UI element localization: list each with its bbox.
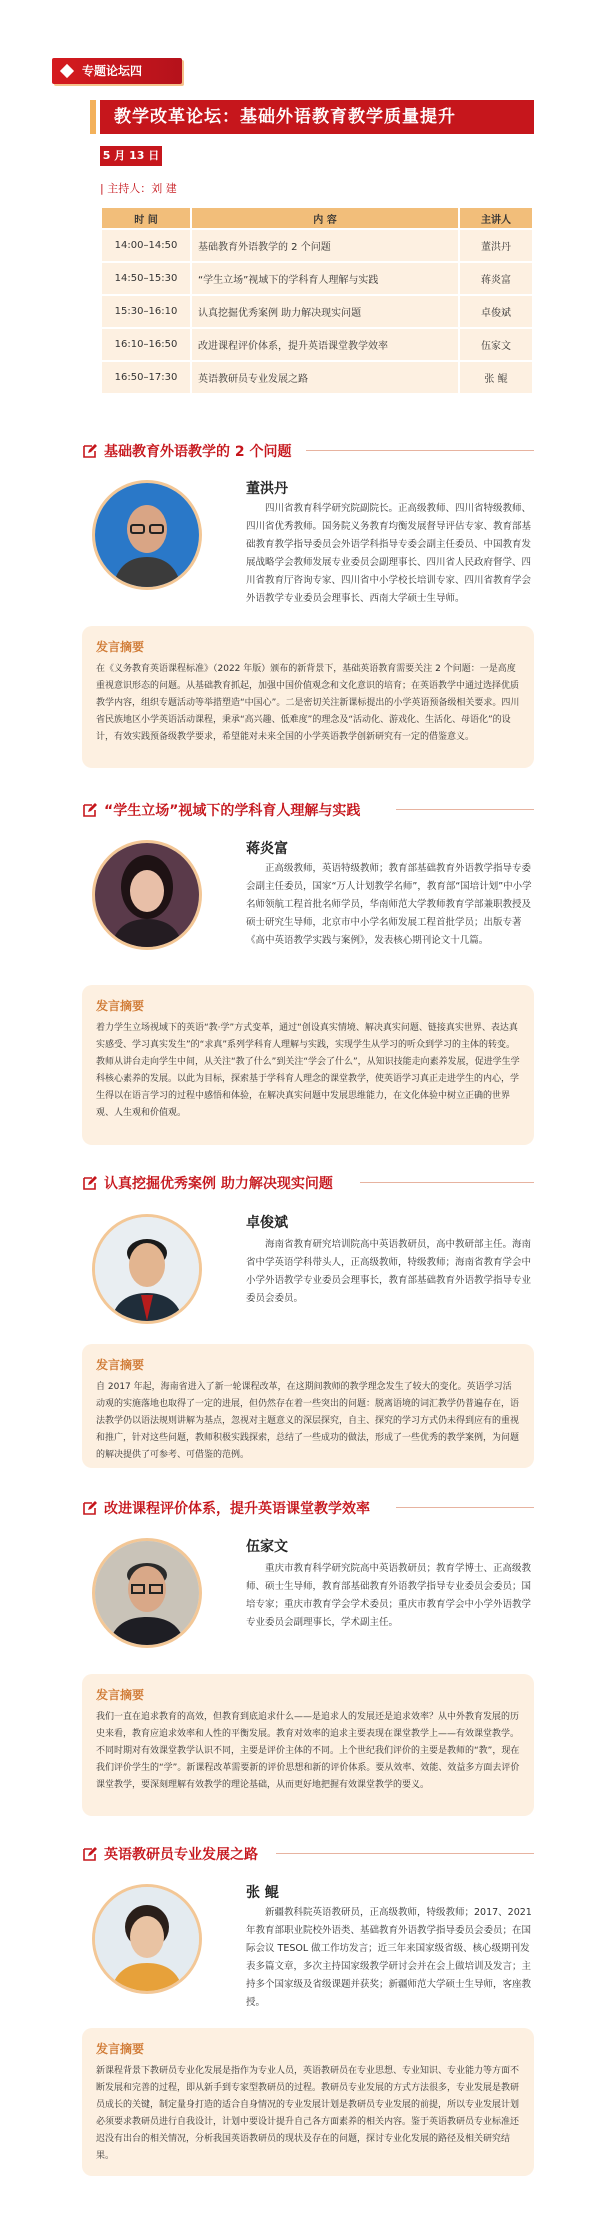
edit-icon — [82, 1500, 98, 1516]
section-title: 改进课程评价体系，提升英语课堂教学效率 — [104, 1501, 370, 1517]
speaker-bio: 海南省教育研究培训院高中英语教研员，高中教研部主任。海南省中学英语学科带头人，正高级教师，特级教师；海南省教育学会中小学外语教学专业委员会理事长，教育部基础教育外语教学指导专业委员会委员。 — [246, 1239, 532, 1304]
abstract-box — [82, 2028, 534, 2176]
time-cell: 14:00–14:50 — [101, 229, 191, 262]
section-title: 认真挖掘优秀案例 助力解决现实问题 — [104, 1176, 333, 1192]
col-speaker-header: 主讲人 — [459, 207, 533, 229]
section-divider — [396, 1507, 534, 1508]
avatar — [92, 480, 202, 590]
abstract-text: 自 2017 年起，海南省进入了新一轮课程改革，在这期间教师的教学理念发生了较大的变化。英语学习活动观的实施落地也取得了一定的进展，但仍然存在着一些突出的问题：脱离语境的词汇教学仍普遍存在，语法教学仍以语法规则讲解为基点，忽视对主题意义的深层探究，自主、探究的学习方式仍未得到应有的重视和推广，针对这些问题，教师积极实践探索，总结了一些成功的做法，形成了一些优秀的教学案例，为问题的解决提供了可参考、可借鉴的范例。 — [96, 1382, 520, 1460]
forum-tag — [52, 58, 182, 84]
avatar-image — [95, 1217, 199, 1321]
edit-icon — [82, 443, 98, 459]
schedule-header-row — [101, 207, 533, 229]
forum-title: 教学改革论坛：基础外语教育教学质量提升 — [100, 100, 534, 134]
diamond-icon — [60, 64, 74, 78]
speaker-cell: 董洪丹 — [459, 229, 533, 262]
content-cell: 改进课程评价体系，提升英语课堂教学效率 — [191, 328, 459, 361]
avatar — [92, 1884, 202, 1994]
forum-tag-label: 专题论坛四 — [82, 64, 143, 78]
content-cell: 认真挖掘优秀案例 助力解决现实问题 — [191, 295, 459, 328]
avatar-image — [95, 843, 199, 947]
section-divider — [360, 1182, 534, 1183]
abstract-heading: 发言摘要 — [96, 640, 145, 654]
schedule-table — [100, 206, 534, 395]
table-row — [101, 229, 533, 262]
abstract-box — [82, 1344, 534, 1468]
time-cell: 16:50–17:30 — [101, 361, 191, 394]
avatar-image — [95, 1887, 199, 1991]
time-cell: 16:10–16:50 — [101, 328, 191, 361]
speaker-name: 蒋炎富 — [246, 841, 288, 857]
section-title: 基础教育外语教学的 2 个问题 — [104, 444, 292, 460]
abstract-heading: 发言摘要 — [96, 1358, 145, 1372]
section-divider — [276, 1853, 534, 1854]
section-title: 英语教研员专业发展之路 — [104, 1847, 258, 1863]
time-cell: 14:50–15:30 — [101, 262, 191, 295]
speaker-name: 张 鲲 — [246, 1885, 279, 1901]
speaker-name: 伍家文 — [246, 1539, 288, 1555]
abstract-text: 新课程背景下教研员专业化发展是指作为专业人员，英语教研员在专业思想、专业知识、专业能力等方面不断发展和完善的过程，即从新手到专家型教研员的过程。教研员专业发展的方式方法很多，专业发展是教研员成长的关键，制定量身打造的适合自身情况的专业发展计划是教研员专业发展的前提，所以专业发展计划必须要求教研员进行自我设计，计划中要设计提升自己各方面素养的相关内容。鉴于英语教研员专业标准还迟没有出台的相关情况，分析我国英语教研员的现状及存在的问题，探讨专业化发展的路径及相关研究结果。 — [96, 2066, 520, 2161]
edit-icon — [82, 1846, 98, 1862]
abstract-text: 在《义务教育英语课程标准》（2022 年版）颁布的新背景下，基础英语教育需要关注 2 个问题：一是高度重视意识形态的问题。从基础教育抓起，加强中国价值观念和文化意识的培育；在英语教学中通过选择优质教学内容，组织专题活动等举措塑造“中国心”。二是密切关注新课标提出的小学英语预备级相关要求。四川省民族地区小学英语活动课程，秉承“高兴趣、低难度”的理念及“活动化、游戏化、生活化、母语化”的设计，有效实践预备级教学要求，希望能对未来全国的小学英语教学创新研究有一定的借鉴意义。 — [96, 664, 520, 742]
abstract-box — [82, 1674, 534, 1816]
abstract-text: 着力学生立场视域下的英语“教·学”方式变革，通过“创设真实情境、解决真实问题、链接真实世界、表达真实感受、学习真实发生”的“求真”系列学科育人理解与实践，实现学生从学习的听众到学习的主体的转变。教师从讲台走向学生中间，从关注“教了什么”到关注“学会了什么”，从知识技能走向素养发展，促进学生学科核心素养的发展。以此为目标，探索基于学科育人理念的课堂教学，使英语学习真正走进学生的内心，学生得以在语言学习的过程中感悟和体验，在解决真实问题中发展思维能力，在文化体验中树立正确的世界观、人生观和价值观。 — [96, 1023, 520, 1118]
edit-icon — [82, 802, 98, 818]
avatar — [92, 840, 202, 950]
speaker-bio: 四川省教育科学研究院副院长。正高级教师、四川省特级教师、四川省优秀教师。国务院义务教育均衡发展督导评估专家、教育部基础教育教学指导委员会外语学科指导专委会副主任委员、中国教育发展战略学会教师发展专业委员会副理事长、四川省人民政府督学、四川省教育厅咨询专家、四川省中小学校长培训专家、四川省教育学会外语教学专业委员会理事长、西南大学硕士生导师。 — [246, 503, 532, 604]
content-cell: “学生立场”视域下的学科育人理解与实践 — [191, 262, 459, 295]
section-divider — [396, 809, 534, 810]
abstract-heading: 发言摘要 — [96, 1688, 145, 1702]
col-content-header: 内 容 — [191, 207, 459, 229]
col-time-header: 时 间 — [101, 207, 191, 229]
speaker-cell: 伍家文 — [459, 328, 533, 361]
speaker-bio: 新疆教科院英语教研员，正高级教师，特级教师；2017、2021 年教育部职业院校外语类、基础教育外语教学指导委员会委员；在国际会议 TESOL 做工作坊发言；近三年来国家级省级、核心级期刊发表多篇文章，多次主持国家级教学研讨会并在会上做培训及发言；主持多个国家级及省级课题并获奖；新疆师范大学硕士生导师，客座教授。 — [246, 1907, 532, 2008]
table-row — [101, 262, 533, 295]
avatar-image — [95, 483, 199, 587]
table-row — [101, 361, 533, 394]
speaker-name: 董洪丹 — [246, 481, 288, 497]
table-row — [101, 295, 533, 328]
speaker-bio: 重庆市教育科学研究院高中英语教研员；教育学博士、正高级教师、硕士生导师，教育部基础教育外语教学指导专业委员会委员；国培专家；重庆市教育学会学术委员；重庆市教育学会中小学外语教学专业委员会副理事长，学术副主任。 — [246, 1563, 532, 1628]
speaker-cell: 张 鲲 — [459, 361, 533, 394]
abstract-box — [82, 626, 534, 768]
time-cell: 15:30–16:10 — [101, 295, 191, 328]
speaker-name: 卓俊斌 — [246, 1215, 288, 1231]
abstract-box — [82, 985, 534, 1145]
content-cell: 基础教育外语教学的 2 个问题 — [191, 229, 459, 262]
host-label: | 主持人：刘 建 — [100, 182, 177, 195]
avatar — [92, 1538, 202, 1648]
speaker-cell: 卓俊斌 — [459, 295, 533, 328]
abstract-text: 我们一直在追求教育的高效，但教育到底追求什么——是追求人的发展还是追求效率？从中外教育发展的历史来看，教育应追求效率和人性的平衡发展。教育对效率的追求主要表现在课堂教学上——有效课堂教学。不同时期对有效课堂教学认识不同，主要是评价主体的不同。上个世纪我们评价的主要是教师的“教”，现在我们评价学生的“学”。新课程改革需要新的评价思想和新的评价体系。要从效率、效能、效益多方面去评价课堂教学，要深刻理解有效教学的理论基础，从而更好地把握有效课堂教学的要义。 — [96, 1712, 520, 1790]
abstract-heading: 发言摘要 — [96, 2042, 145, 2056]
edit-icon — [82, 1175, 98, 1191]
table-row — [101, 328, 533, 361]
title-accent — [90, 100, 96, 134]
section-title: “学生立场”视域下的学科育人理解与实践 — [104, 803, 361, 819]
section-divider — [306, 450, 534, 451]
date-badge: 5 月 13 日 — [100, 146, 162, 166]
abstract-heading: 发言摘要 — [96, 999, 145, 1013]
avatar — [92, 1214, 202, 1324]
content-cell: 英语教研员专业发展之路 — [191, 361, 459, 394]
speaker-cell: 蒋炎富 — [459, 262, 533, 295]
avatar-image — [95, 1541, 199, 1645]
speaker-bio: 正高级教师，英语特级教师；教育部基础教育外语教学指导专委会副主任委员，国家“万人计划教学名师”，教育部“国培计划”中小学名师领航工程首批名师学员，华南师范大学教师教育学部兼职教授及硕士研究生导师，北京市中小学名师发展工程首批学员；出版专著《高中英语教学实践与案例》，发表核心期刊论文十几篇。 — [246, 863, 532, 946]
